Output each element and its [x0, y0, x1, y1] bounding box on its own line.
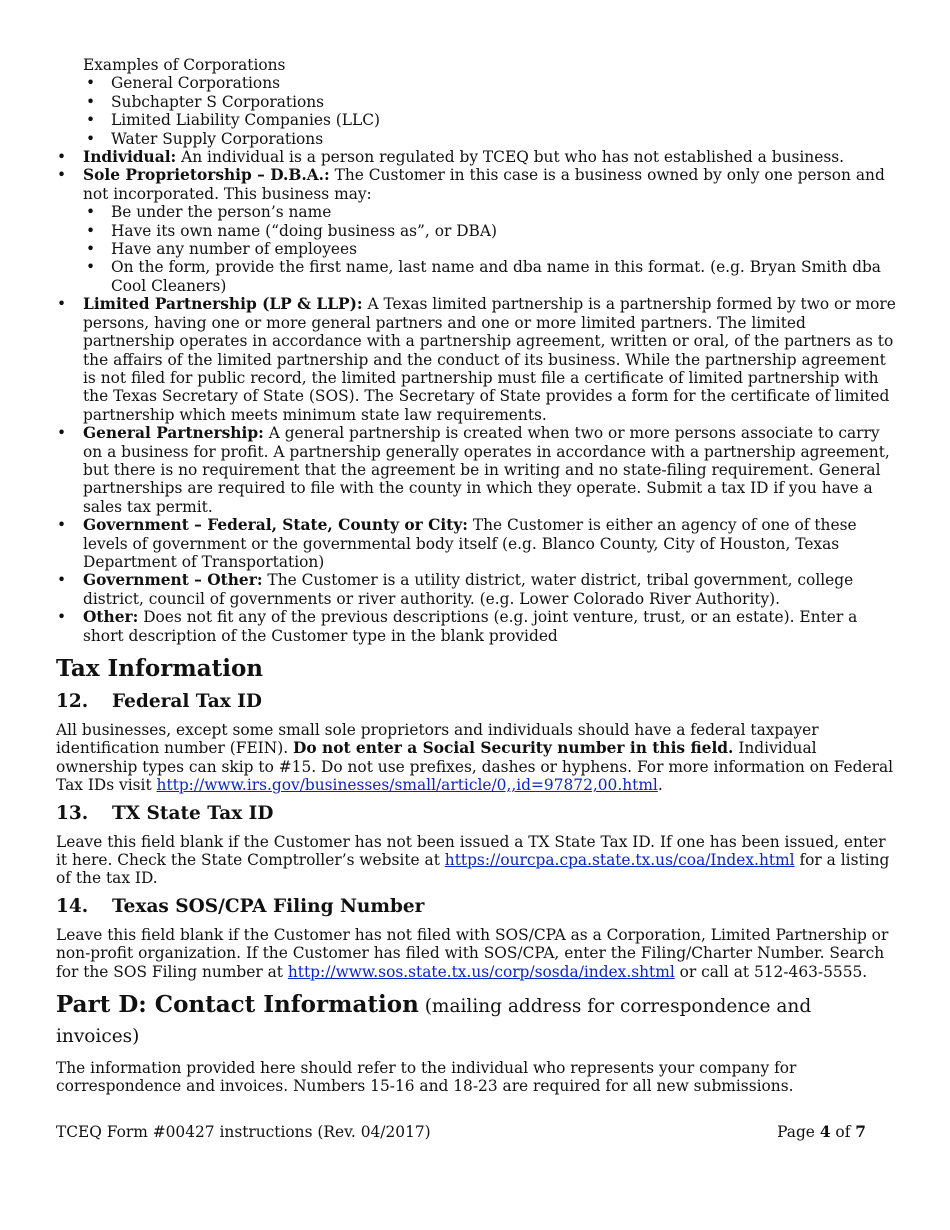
paragraph-text: All businesses, except some small sole proprietors and individuals should have a federal taxpayer identification number (FEIN). — [56, 721, 819, 758]
list-item-general-partnership — [56, 424, 896, 516]
document-page — [56, 56, 896, 1096]
paragraph-text: Leave this field blank if the Customer has not been issued a TX State Tax ID. If one has been issued, enter it here. Check the State Comptroller’s website at — [56, 832, 886, 870]
list-item-other — [56, 608, 896, 645]
section-title: Texas SOS/CPA Filing Number — [112, 895, 425, 917]
section-13-text — [56, 833, 896, 888]
page-number — [777, 1123, 866, 1141]
page-of: of — [830, 1123, 856, 1141]
section-14-text — [56, 926, 896, 981]
list-item: • On the form, provide the first name, last name and dba name in this format. (e.g. Bryan Smith dba Cool Cleaners) — [83, 258, 896, 295]
part-d-subtitle: (mailing address for correspondence and invoices) — [56, 996, 812, 1048]
term-label: Individual: — [83, 148, 177, 167]
term-label: Government – Other: — [83, 571, 263, 590]
irs-link[interactable]: http://www.irs.gov/businesses/small/article/0,,id=97872,00.html — [156, 776, 658, 795]
list-item: • Be under the person’s name — [83, 203, 896, 221]
term-label: General Partnership: — [83, 424, 264, 443]
section-title: TX State Tax ID — [112, 802, 274, 824]
sole-prop-sublist — [83, 203, 896, 295]
list-item: • Have any number of employees — [83, 240, 896, 258]
warning-text: Do not enter a Social Security number in this field. — [293, 739, 734, 758]
term-text: An individual is a person regulated by TCEQ but who has not established a business. — [176, 148, 845, 167]
term-label: Limited Partnership (LP & LLP): — [83, 295, 363, 314]
comptroller-link[interactable]: https://ourcpa.cpa.state.tx.us/coa/Index.html — [444, 851, 795, 870]
term-text: A general partnership is created when two or more persons associate to carry on a business for profit. A partnership generally operates in accordance with a partnership agreement, but there is no requirement that the agreement be in writing and no state-filing requirement. General partnerships are required to file with the county in which they operate. Submit a tax ID if you have a sales tax permit. — [83, 424, 890, 516]
corp-examples-list — [83, 74, 896, 148]
corporation-examples — [56, 56, 896, 148]
term-text: Does not fit any of the previous descriptions (e.g. joint venture, trust, or an estate). Enter a short description of the Customer type in the blank provided — [83, 608, 858, 645]
term-label: Government – Federal, State, County or City: — [83, 516, 468, 535]
term-text: The Customer is either an agency of one of these levels of government or the governmental body itself (e.g. Blanco County, City of Houston, Texas Department of Transportation) — [83, 516, 857, 571]
paragraph-text: Individual ownership types can skip to #15. Do not use prefixes, dashes or hyphens. For more information on Federal Tax IDs visit — [56, 739, 894, 795]
section-13-heading — [56, 803, 896, 825]
total-pages: 7 — [855, 1123, 866, 1141]
corp-examples-heading: Examples of Corporations — [83, 56, 286, 74]
term-text: A Texas limited partnership is a partnership formed by two or more persons, having one or more general partners and one or more limited partners. The limited partnership operates in accordance with a partnership agreement, written or oral, of the partners as to the affairs of the limited partnership and the conduct of its business. While the partnership agreement is not filed for public record, the limited partnership must file a certificate of limited partnership with the Texas Secretary of State (SOS). The Secretary of State provides a form for the certificate of limited partnership which meets minimum state law requirements. — [83, 295, 896, 424]
list-item-government-fscc — [56, 516, 896, 571]
section-14-heading — [56, 896, 896, 918]
page-footer — [56, 1123, 866, 1141]
section-number: 13. — [56, 802, 89, 824]
list-item-sole-proprietorship — [56, 166, 896, 295]
list-item: • General Corporations — [83, 74, 896, 92]
paragraph-text: Leave this field blank if the Customer has not filed with SOS/CPA as a Corporation, Limited Partnership or non-profit organization. If the Customer has filed with SOS/CPA, enter the Filing/Charter Number. Search for the SOS Filing number at — [56, 925, 889, 981]
list-item-limited-partnership — [56, 295, 896, 424]
list-item: • Water Supply Corporations — [83, 130, 896, 148]
list-item: • Have its own name (“doing business as”, or DBA) — [83, 222, 896, 240]
page-prefix: Page — [777, 1123, 820, 1141]
list-item-individual — [56, 148, 896, 166]
sos-link[interactable]: http://www.sos.state.tx.us/corp/sosda/index.shtml — [287, 962, 675, 981]
paragraph-text: for a listing of the tax ID. — [56, 851, 890, 888]
section-12-heading — [56, 691, 896, 713]
section-12-text — [56, 721, 896, 795]
list-item-government-other — [56, 571, 896, 608]
term-label: Sole Proprietorship – D.B.A.: — [83, 166, 330, 185]
form-number: TCEQ Form #00427 instructions (Rev. 04/2017) — [56, 1123, 431, 1141]
term-text: The Customer is a utility district, water district, tribal government, college district, council of governments or river authority. (e.g. Lower Colorado River Authority). — [83, 571, 854, 608]
section-number: 14. — [56, 895, 89, 917]
customer-type-list — [56, 148, 896, 645]
part-d-heading — [56, 991, 896, 1051]
section-number: 12. — [56, 691, 89, 712]
term-text: The Customer in this case is a business owned by only one person and not incorporated. This business may: — [83, 166, 885, 203]
list-item: • Limited Liability Companies (LLC) — [83, 111, 896, 129]
term-label: Other: — [83, 608, 139, 627]
part-d-title: Part D: Contact Information — [56, 991, 419, 1019]
current-page: 4 — [819, 1123, 831, 1141]
paragraph-text: . — [657, 776, 663, 795]
tax-information-heading: Tax Information — [56, 655, 264, 682]
part-d-text: The information provided here should refer to the individual who represents your company for correspondence and invoices. Numbers 15-16 and 18-23 are required for all new submissions. — [56, 1059, 797, 1096]
section-title: Federal Tax ID — [112, 691, 262, 712]
paragraph-text: or call at 512-463-5555. — [674, 962, 868, 981]
list-item: • Subchapter S Corporations — [83, 93, 896, 111]
